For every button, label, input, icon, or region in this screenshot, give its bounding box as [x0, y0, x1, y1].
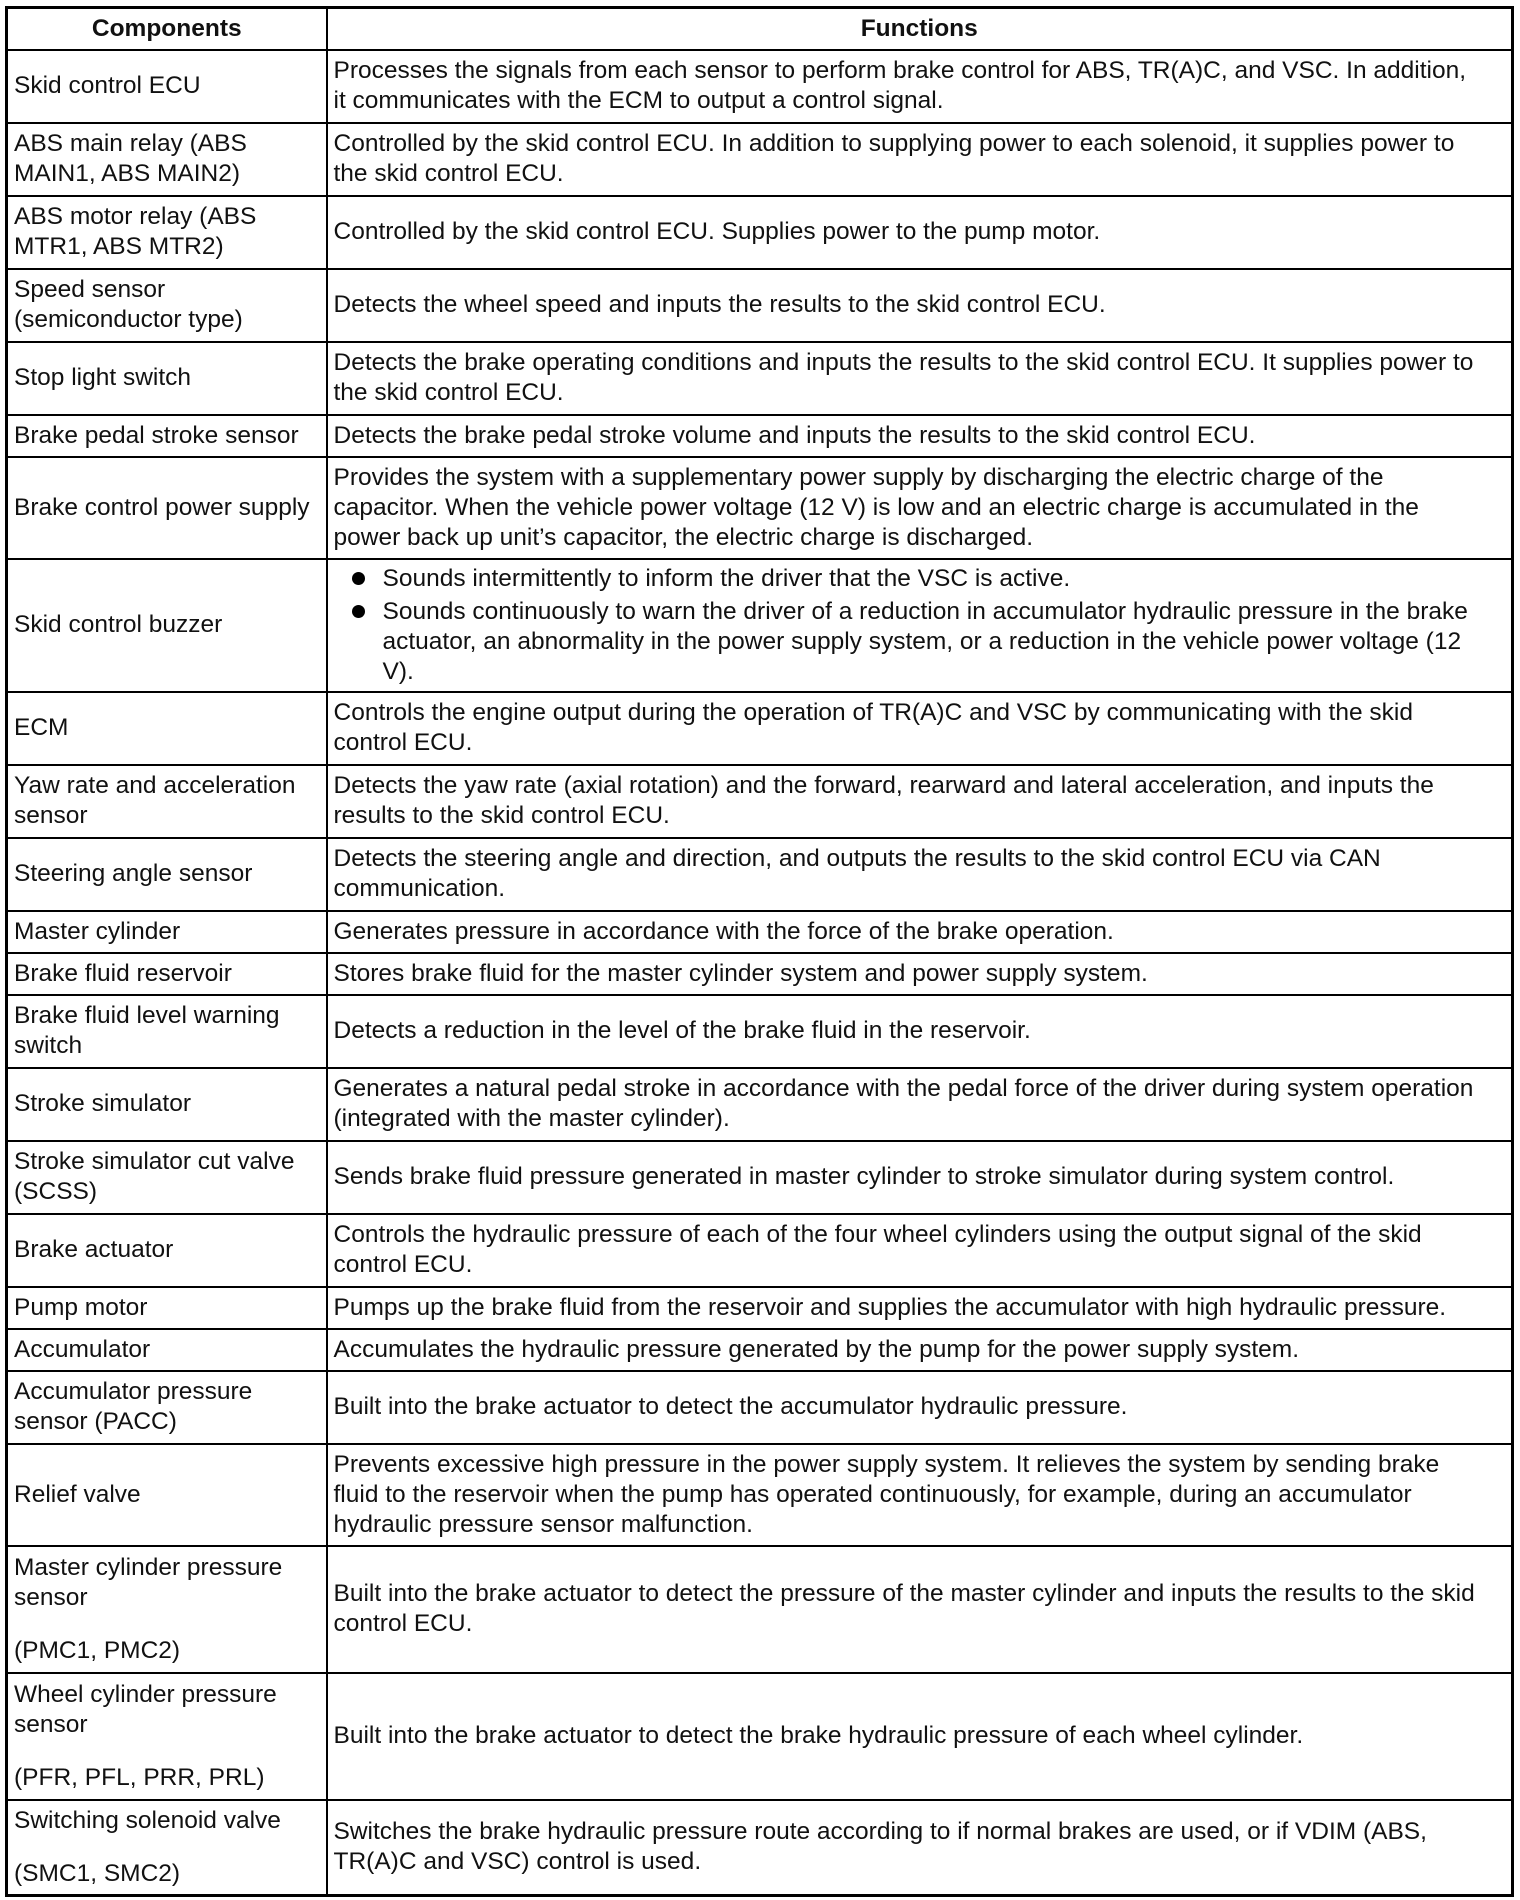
component-text: sensor: [14, 1583, 88, 1611]
component-cell: [7, 838, 327, 911]
function-text: actuator, an abnormality in the power supply system, or a reduction in the vehicle power voltage (12: [382, 627, 1462, 655]
function-text: Built into the brake actuator to detect the brake hydraulic pressure of each wheel cylinder.: [333, 1722, 1304, 1749]
function-text: Built into the brake actuator to detect the pressure of the master cylinder and inputs the results to the skid: [333, 1580, 1475, 1607]
component-text: Accumulator: [14, 1335, 151, 1363]
component-cell: [7, 1287, 327, 1329]
function-cell: [327, 765, 1513, 838]
component-text: Skid control buzzer: [14, 611, 223, 638]
function-text: control ECU.: [333, 1251, 473, 1278]
component-cell: [7, 1329, 327, 1371]
component-text: Stroke simulator cut valve: [14, 1148, 295, 1175]
function-cell: [327, 1673, 1513, 1800]
component-cell: [7, 911, 327, 953]
table-row-relief-valve: [7, 1444, 1513, 1546]
component-text: Brake pedal stroke sensor: [14, 421, 299, 449]
function-text: Generates a natural pedal stroke in accordance with the pedal force of the driver during system operation: [333, 1075, 1474, 1102]
table-row-brake-pedal-stroke-sensor: [7, 415, 1513, 457]
component-cell: [7, 342, 327, 415]
function-text: Provides the system with a supplementary power supply by discharging the electric charge of the: [333, 463, 1384, 491]
function-text: Detects a reduction in the level of the brake fluid in the reservoir.: [333, 1017, 1031, 1044]
function-text: the skid control ECU.: [333, 160, 564, 187]
component-cell: [7, 1673, 327, 1800]
bullet-list: [334, 564, 1506, 687]
component-text: Stroke simulator: [14, 1090, 192, 1117]
function-text: Detects the brake pedal stroke volume and inputs the results to the skid control ECU.: [333, 421, 1256, 449]
components-functions-table: [5, 6, 1514, 1897]
table-row-stroke-simulator: [7, 1068, 1513, 1141]
table-row-master-cylinder-pressure-sensor: [7, 1546, 1513, 1673]
function-cell: [327, 692, 1513, 765]
header-functions: Functions: [327, 8, 1513, 50]
table-row-wheel-cylinder-pressure-sensor: [7, 1673, 1513, 1800]
function-cell: [327, 1141, 1513, 1214]
function-cell: [327, 953, 1513, 995]
function-text: TR(A)C and VSC) control is used.: [333, 1848, 702, 1876]
component-text: ABS main relay (ABS: [14, 130, 247, 157]
component-text: ABS motor relay (ABS: [14, 203, 257, 230]
function-text: hydraulic pressure sensor malfunction.: [333, 1510, 753, 1538]
component-cell: [7, 196, 327, 269]
function-text: capacitor. When the vehicle power voltage (12 V) is low and an electric charge is accumulated in the: [333, 493, 1419, 521]
function-text: Accumulates the hydraulic pressure generated by the pump for the power supply system.: [333, 1335, 1300, 1363]
function-cell: [327, 1546, 1513, 1673]
table-row-speed-sensor: [7, 269, 1513, 342]
table-row-skid-control-buzzer: [7, 559, 1513, 692]
function-text: Pumps up the brake fluid from the reservoir and supplies the accumulator with high hydraulic pressure.: [333, 1293, 1447, 1321]
component-text: sensor: [14, 802, 88, 829]
component-text: Brake actuator: [14, 1236, 174, 1263]
function-text: fluid to the reservoir when the pump has operated continuously, for example, during an accumulator: [333, 1480, 1412, 1508]
component-text: sensor (PACC): [14, 1408, 177, 1435]
component-text: Master cylinder pressure: [14, 1553, 283, 1581]
component-text: Accumulator pressure: [14, 1378, 253, 1405]
table-row-brake-fluid-level-warning-switch: [7, 995, 1513, 1068]
function-text: control ECU.: [333, 1610, 473, 1637]
function-cell: [327, 269, 1513, 342]
component-text: Stop light switch: [14, 364, 192, 391]
component-cell: [7, 269, 327, 342]
function-cell: [327, 415, 1513, 457]
function-text: Detects the steering angle and direction, and outputs the results to the skid control ECU via CAN: [333, 845, 1381, 872]
function-text: power back up unit’s capacitor, the electric charge is discharged.: [333, 523, 1034, 551]
table-row-brake-actuator: [7, 1214, 1513, 1287]
table-row-switching-solenoid-valve: [7, 1800, 1513, 1896]
function-cell: [327, 457, 1513, 559]
table-row-master-cylinder: [7, 911, 1513, 953]
component-cell: [7, 1214, 327, 1287]
function-text: Controlled by the skid control ECU. In addition to supplying power to each solenoid, it supplies power to: [333, 130, 1455, 157]
component-cell: [7, 1444, 327, 1546]
function-cell: [327, 50, 1513, 123]
component-text: Master cylinder: [14, 917, 181, 945]
table-row-skid-control-ecu: [7, 50, 1513, 123]
function-cell: [327, 1371, 1513, 1444]
component-cell: [7, 953, 327, 995]
function-text: communication.: [333, 875, 506, 902]
component-cell: [7, 1371, 327, 1444]
table-row-steering-angle-sensor: [7, 838, 1513, 911]
function-cell: [327, 1444, 1513, 1546]
component-text: Speed sensor: [14, 276, 166, 303]
bullet-icon: [352, 572, 365, 585]
function-text: Sends brake fluid pressure generated in master cylinder to stroke simulator during system control.: [333, 1163, 1395, 1190]
component-cell: [7, 415, 327, 457]
component-text: Wheel cylinder pressure: [14, 1680, 277, 1708]
function-text: V).: [382, 657, 414, 685]
function-text: Built into the brake actuator to detect the accumulator hydraulic pressure.: [333, 1393, 1128, 1420]
function-text: the skid control ECU.: [333, 379, 564, 406]
component-text: Steering angle sensor: [14, 860, 253, 887]
component-text: (semiconductor type): [14, 306, 243, 333]
function-text: control ECU.: [333, 729, 473, 756]
component-text: (SCSS): [14, 1178, 98, 1205]
component-text: Brake fluid level warning: [14, 1002, 280, 1029]
function-text: Detects the wheel speed and inputs the results to the skid control ECU.: [333, 291, 1106, 318]
table-row-stroke-simulator-cut-valve: [7, 1141, 1513, 1214]
component-text: Yaw rate and acceleration: [14, 772, 296, 799]
component-text: ECM: [14, 714, 69, 741]
function-text: (integrated with the master cylinder).: [333, 1105, 730, 1132]
function-cell: [327, 911, 1513, 953]
table-row-ecm: [7, 692, 1513, 765]
function-cell: [327, 1329, 1513, 1371]
component-text: switch: [14, 1032, 83, 1059]
function-cell: [327, 1800, 1513, 1896]
table-row-brake-fluid-reservoir: [7, 953, 1513, 995]
function-text: Detects the yaw rate (axial rotation) and the forward, rearward and lateral acceleration, and inputs the: [333, 772, 1434, 799]
component-cell: [7, 765, 327, 838]
function-cell: [327, 559, 1513, 692]
component-text: Skid control ECU: [14, 72, 201, 99]
function-cell: [327, 342, 1513, 415]
table-row-stop-light-switch: [7, 342, 1513, 415]
function-text: Sounds intermittently to inform the driver that the VSC is active.: [382, 564, 1071, 592]
table-row-pump-motor: [7, 1287, 1513, 1329]
component-text: MAIN1, ABS MAIN2): [14, 160, 241, 187]
function-cell: [327, 995, 1513, 1068]
component-cell: [7, 1800, 327, 1896]
table-row-abs-motor-relay: [7, 196, 1513, 269]
function-text: it communicates with the ECM to output a control signal.: [333, 87, 944, 114]
function-text: Sounds continuously to warn the driver of a reduction in accumulator hydraulic pressure in the brake: [382, 597, 1468, 625]
component-cell: [7, 1546, 327, 1673]
component-text: Relief valve: [14, 1480, 141, 1508]
component-cell: [7, 692, 327, 765]
component-cell: [7, 559, 327, 692]
function-text: Switches the brake hydraulic pressure route according to if normal brakes are used, or if VDIM (ABS,: [333, 1818, 1427, 1846]
function-text: Prevents excessive high pressure in the power supply system. It relieves the system by sending brake: [333, 1450, 1440, 1478]
component-text: Pump motor: [14, 1293, 148, 1321]
function-cell: [327, 1287, 1513, 1329]
function-cell: [327, 1214, 1513, 1287]
component-cell: [7, 995, 327, 1068]
table-header-row: [7, 8, 1513, 50]
function-text: Detects the brake operating conditions and inputs the results to the skid control ECU. It supplies power to: [333, 349, 1474, 376]
function-text: Controlled by the skid control ECU. Supplies power to the pump motor.: [333, 218, 1101, 245]
function-cell: [327, 196, 1513, 269]
bullet-item: [334, 597, 1506, 687]
header-components: Components: [7, 8, 327, 50]
function-text: Generates pressure in accordance with the force of the brake operation.: [333, 917, 1114, 945]
function-text: Controls the hydraulic pressure of each of the four wheel cylinders using the output signal of the skid: [333, 1221, 1422, 1248]
component-text: Brake control power supply: [14, 493, 310, 521]
component-code-text: (PMC1, PMC2): [14, 1636, 181, 1664]
function-cell: [327, 838, 1513, 911]
function-text: results to the skid control ECU.: [333, 802, 670, 829]
function-text: Processes the signals from each sensor to perform brake control for ABS, TR(A)C, and VSC. In addition,: [333, 57, 1467, 84]
component-code-text: (SMC1, SMC2): [14, 1859, 181, 1887]
component-cell: [7, 1068, 327, 1141]
component-cell: [7, 50, 327, 123]
component-cell: [7, 1141, 327, 1214]
function-text: Controls the engine output during the operation of TR(A)C and VSC by communicating with the skid: [333, 699, 1413, 726]
component-cell: [7, 123, 327, 196]
bullet-icon: [352, 605, 365, 618]
component-text: Brake fluid reservoir: [14, 959, 232, 987]
table-row-yaw-rate-acceleration-sensor: [7, 765, 1513, 838]
table-row-abs-main-relay: [7, 123, 1513, 196]
bullet-item: [334, 564, 1506, 594]
component-cell: [7, 457, 327, 559]
table-row-accumulator: [7, 1329, 1513, 1371]
function-cell: [327, 1068, 1513, 1141]
component-text: sensor: [14, 1710, 88, 1738]
component-code-text: (PFR, PFL, PRR, PRL): [14, 1763, 265, 1791]
table-row-brake-control-power-supply: [7, 457, 1513, 559]
component-text: Switching solenoid valve: [14, 1806, 281, 1834]
function-text: Stores brake fluid for the master cylinder system and power supply system.: [333, 959, 1148, 987]
component-text: MTR1, ABS MTR2): [14, 233, 224, 260]
function-cell: [327, 123, 1513, 196]
table-row-accumulator-pressure-sensor: [7, 1371, 1513, 1444]
